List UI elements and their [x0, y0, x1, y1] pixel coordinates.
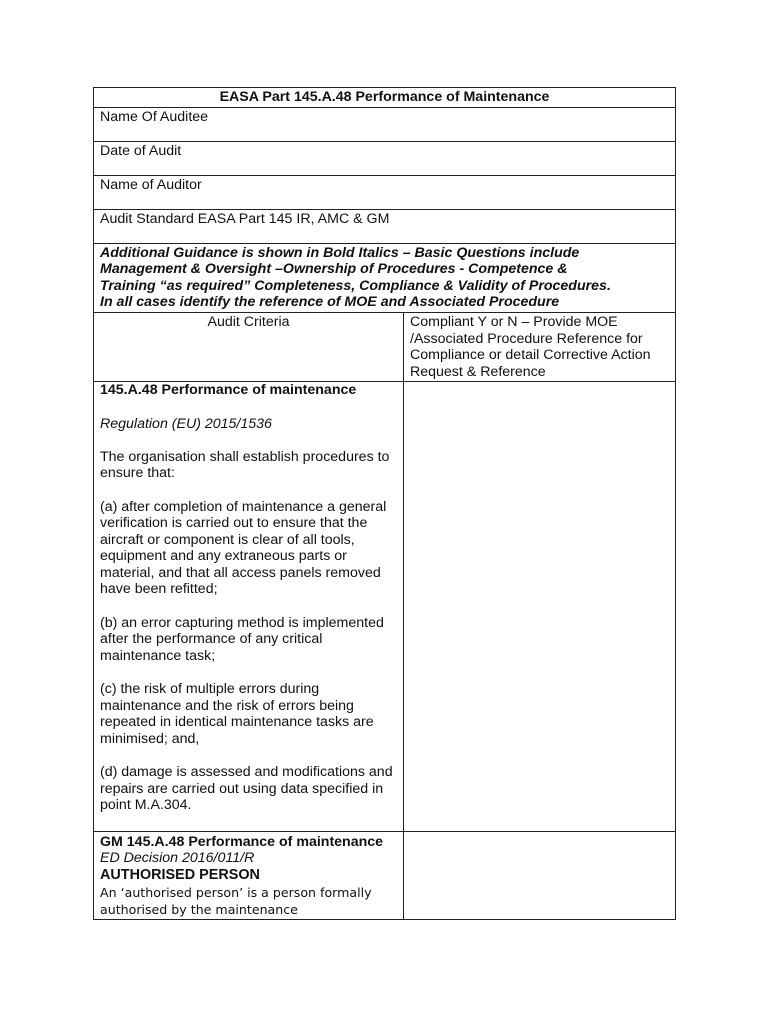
requirement-item-b: (b) an error capturing method is implemented after the performance of any critical maintenance task; — [100, 614, 384, 664]
guidance-line-1: Additional Guidance is shown in Bold Italics – Basic Questions include — [100, 244, 580, 261]
gm-section-heading: GM 145.A.48 Performance of maintenance — [100, 833, 384, 850]
section-gm-criteria — [94, 831, 404, 919]
guidance-line-2: Management & Oversight –Ownership of Procedures - Competence & — [100, 261, 568, 278]
info-row-date — [94, 141, 676, 175]
ed-decision-reference: ED Decision 2016/011/R — [100, 850, 255, 867]
authorised-person-text: An ‘authorised person’ is a person formally authorised by the maintenance — [100, 884, 372, 917]
section-heading: 145.A.48 Performance of maintenance — [100, 382, 357, 399]
requirement-intro: The organisation shall establish procedures to ensure that: — [100, 448, 390, 482]
audit-date-field[interactable]: Date of Audit — [94, 141, 676, 175]
guidance-text — [94, 243, 676, 312]
requirement-item-c: (c) the risk of multiple errors during maintenance and the risk of errors being repeated in identical maintenance tasks are minimised; and, — [100, 681, 374, 747]
audit-criteria-header: Audit Criteria — [94, 312, 404, 381]
audit-checklist-page — [93, 87, 675, 920]
column-header-row — [94, 312, 676, 381]
info-row-auditor — [94, 175, 676, 209]
section-145-a-48-row — [94, 382, 676, 831]
compliance-header: Compliant Y or N – Provide MOE /Associated Procedure Reference for Compliance or detail Corrective Action Request & Reference — [404, 312, 676, 381]
section-145-a-48-compliance-cell[interactable] — [404, 382, 676, 831]
guidance-line-4: In all cases identify the reference of MOE and Associated Procedure — [100, 294, 560, 311]
requirement-item-d: (d) damage is assessed and modifications and repairs are carried out using data specified in point M.A.304. — [100, 764, 393, 814]
guidance-row — [94, 243, 676, 312]
section-145-a-48-criteria — [94, 382, 404, 831]
auditor-field[interactable]: Name of Auditor — [94, 175, 676, 209]
document-title: EASA Part 145.A.48 Performance of Maintenance — [94, 88, 676, 108]
authorised-person-heading: AUTHORISED PERSON — [100, 866, 260, 883]
guidance-line-3: Training “as required” Completeness, Compliance & Validity of Procedures. — [100, 277, 611, 294]
info-row-auditee — [94, 107, 676, 141]
audit-checklist-table — [93, 87, 676, 920]
requirement-item-a: (a) after completion of maintenance a general verification is carried out to ensure that the aircraft or component is clear of all tools, equipment and any extraneous parts or material, and that all access panels removed have been refitted; — [100, 498, 387, 598]
title-row — [94, 88, 676, 108]
info-row-standard — [94, 209, 676, 243]
auditee-field[interactable]: Name Of Auditee — [94, 107, 676, 141]
section-gm-compliance-cell[interactable] — [404, 831, 676, 919]
audit-standard-field[interactable]: Audit Standard EASA Part 145 IR, AMC & GM — [94, 209, 676, 243]
regulation-reference: Regulation (EU) 2015/1536 — [100, 415, 272, 432]
section-gm-145-a-48-row — [94, 831, 676, 919]
